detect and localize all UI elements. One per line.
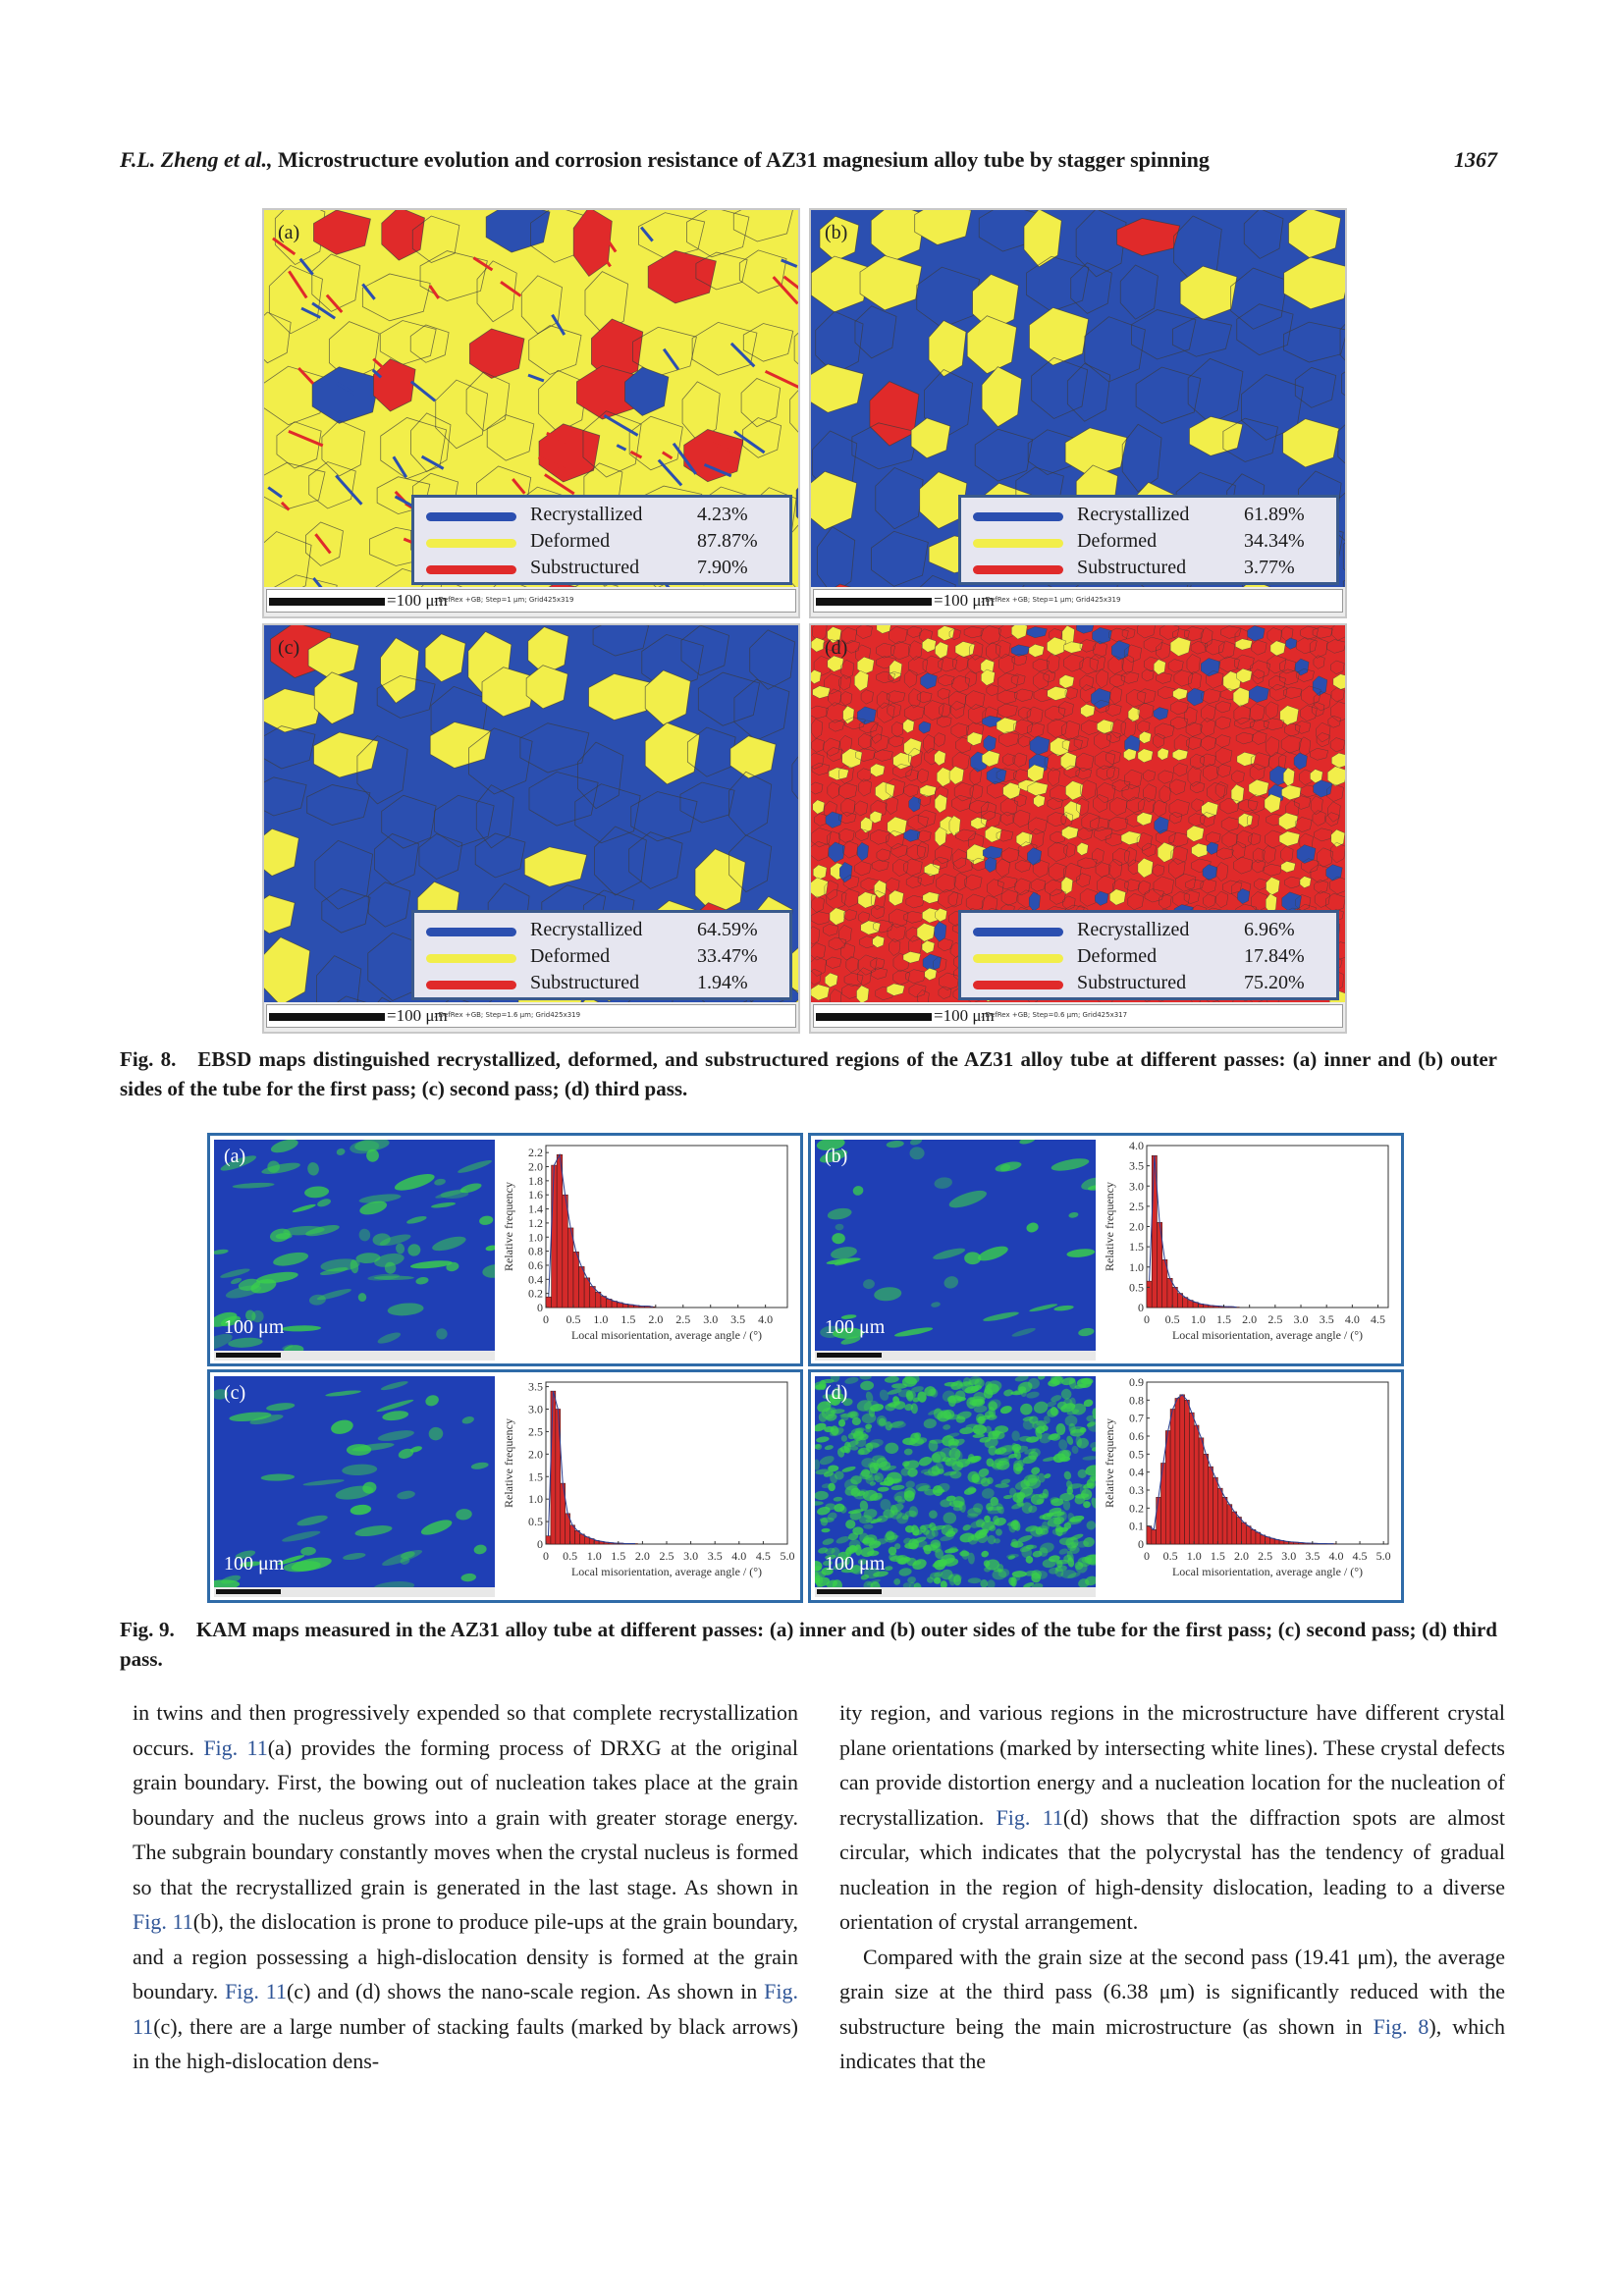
left-column (133, 1695, 798, 2079)
scale-bar-line (816, 1013, 932, 1021)
kam-map-image (815, 1140, 1096, 1361)
svg-text:1.0: 1.0 (528, 1492, 543, 1507)
scale-bar-label: =100 μm (387, 1006, 448, 1025)
scale-bar-meta: ; DefRex +GB; Step=1 μm; Grid425x319 (434, 596, 574, 604)
svg-text:0.5: 0.5 (1129, 1447, 1144, 1462)
scale-bar (813, 589, 1343, 613)
panel-label: (a) (278, 222, 300, 243)
svg-text:0: 0 (1144, 1312, 1150, 1326)
svg-text:0.2: 0.2 (1129, 1501, 1144, 1516)
scale-bar-label: 100 μm (825, 1553, 886, 1575)
svg-text:0: 0 (1138, 1537, 1144, 1551)
legend-box (411, 910, 792, 1000)
svg-text:4.5: 4.5 (755, 1549, 771, 1563)
svg-text:4.0: 4.0 (1129, 1139, 1144, 1152)
paragraph (839, 1940, 1505, 2079)
legend-label: Recrystallized (1077, 919, 1190, 940)
legend-label: Recrystallized (1077, 504, 1190, 525)
legend-swatch-substructured (426, 565, 516, 574)
panel-label: (b) (825, 222, 848, 243)
kam-histogram (497, 1136, 801, 1363)
legend-label: Recrystallized (530, 919, 643, 940)
legend-label: Recrystallized (530, 504, 643, 525)
figure-link[interactable]: Fig. 11 (133, 1979, 799, 2039)
svg-text:2.0: 2.0 (648, 1312, 664, 1326)
svg-text:0.5: 0.5 (566, 1312, 581, 1326)
svg-text:1.8: 1.8 (528, 1173, 543, 1188)
panel-label: (a) (224, 1146, 246, 1167)
legend-swatch-substructured (973, 565, 1063, 574)
svg-text:3.0: 3.0 (1293, 1312, 1309, 1326)
svg-text:0: 0 (537, 1301, 543, 1314)
svg-text:1.5: 1.5 (620, 1312, 636, 1326)
svg-text:Local misorientation, average: Local misorientation, average angle / (°) (1171, 1565, 1364, 1578)
svg-text:1.0: 1.0 (1186, 1549, 1202, 1563)
legend-row-substructured (961, 557, 1336, 584)
svg-text:2.0: 2.0 (528, 1447, 543, 1462)
legend-swatch-deformed (426, 539, 516, 548)
svg-text:0.2: 0.2 (528, 1286, 543, 1301)
svg-text:2.5: 2.5 (1258, 1549, 1273, 1563)
svg-text:1.0: 1.0 (593, 1312, 609, 1326)
svg-text:0.4: 0.4 (1129, 1465, 1144, 1479)
text-run: Compared with the grain size at the second pass (19.41 μm), the average grain size at the third pass (6.38 μm) is significantly reduced with the substructure being the main microstructure (as shown in (839, 1944, 1505, 2039)
svg-text:Local misorientation, average: Local misorientation, average angle / (°) (1171, 1328, 1364, 1342)
svg-text:1.6: 1.6 (528, 1188, 543, 1202)
panel-label: (b) (825, 1146, 848, 1167)
svg-text:4.5: 4.5 (1352, 1549, 1368, 1563)
svg-text:1.5: 1.5 (611, 1549, 626, 1563)
legend-row-recrystallized (414, 919, 789, 946)
legend-row-substructured (414, 972, 789, 999)
legend-label: Substructured (530, 557, 640, 578)
text-run: (c) and (d) shows the nano-scale region. As shown in (286, 1979, 765, 2003)
ebsd-panel-d (809, 623, 1347, 1034)
legend-label: Deformed (530, 530, 611, 552)
svg-text:Relative frequency: Relative frequency (502, 1182, 515, 1271)
kam-histogram (497, 1372, 801, 1600)
legend-percentage: 34.34% (1244, 530, 1305, 552)
svg-text:1.0: 1.0 (528, 1230, 543, 1245)
scale-bar-line (216, 1353, 281, 1358)
svg-text:1.2: 1.2 (528, 1215, 543, 1230)
legend-swatch-deformed (426, 954, 516, 963)
svg-text:0.3: 0.3 (1129, 1483, 1144, 1497)
legend-percentage: 33.47% (697, 945, 758, 967)
svg-text:2.0: 2.0 (1233, 1549, 1249, 1563)
svg-text:3.0: 3.0 (1129, 1179, 1144, 1194)
kam-panel-a (207, 1133, 803, 1366)
scale-bar-line (817, 1353, 882, 1358)
svg-text:Relative frequency: Relative frequency (502, 1418, 515, 1508)
figure-8-caption-text: EBSD maps distinguished recrystallized, deformed, and substructured regions of the AZ31 alloy tube at different passes: (a) inner and (b) outer sides of the tube for the first pass; (c) second pass; (d) third pass. (120, 1047, 1497, 1100)
legend-percentage: 6.96% (1244, 919, 1295, 940)
text-run: ity region, and various regions in the microstructure have different crystal plane orientations (marked by intersecting white lines). These crystal defects can provide distortion energy and a nucleation location for the nucleation of recrystallization. (839, 1700, 1505, 1830)
scale-bar-line (269, 1013, 385, 1021)
scale-bar (266, 1004, 796, 1028)
svg-text:0.9: 0.9 (1129, 1375, 1144, 1389)
legend-row-recrystallized (961, 919, 1336, 946)
scale-bar-meta: ; DefRex +GB; Step=1.6 μm; Grid425x319 (434, 1011, 581, 1019)
svg-text:2.5: 2.5 (1129, 1199, 1144, 1213)
svg-text:2.5: 2.5 (528, 1424, 543, 1439)
scale-bar-meta: ; DefRex +GB; Step=0.6 μm; Grid425x317 (981, 1011, 1128, 1019)
svg-text:Local misorientation, average: Local misorientation, average angle / (°) (570, 1328, 763, 1342)
panel-label: (c) (278, 637, 300, 659)
panel-label: (c) (224, 1382, 246, 1404)
legend-row-deformed (961, 530, 1336, 558)
svg-text:2.2: 2.2 (528, 1146, 543, 1160)
svg-text:0.5: 0.5 (1162, 1549, 1178, 1563)
kam-map-image (214, 1376, 495, 1597)
paragraph (839, 1695, 1505, 1940)
scale-bar (214, 1351, 495, 1361)
svg-text:0: 0 (1144, 1549, 1150, 1563)
legend-label: Substructured (530, 972, 640, 993)
svg-text:3.5: 3.5 (1129, 1158, 1144, 1173)
legend-swatch-recrystallized (426, 928, 516, 936)
legend-box (958, 910, 1339, 1000)
legend-label: Substructured (1077, 557, 1187, 578)
legend-label: Deformed (1077, 530, 1158, 552)
svg-text:3.5: 3.5 (730, 1312, 746, 1326)
ebsd-panel-b (809, 208, 1347, 618)
legend-percentage: 87.87% (697, 530, 758, 552)
svg-text:0.5: 0.5 (563, 1549, 578, 1563)
svg-text:3.5: 3.5 (528, 1379, 543, 1394)
legend-row-recrystallized (961, 504, 1336, 531)
text-run: (b), the dislocation is prone to produce pile-ups at the grain boundary, and a region possessing a high-dislocation density is formed at the grain boundary. (133, 1909, 798, 2003)
text-run: (d) shows that the diffraction spots are almost circular, which indicates that the polycrystal has the tendency of gradual nucleation in the region of high-density dislocation, leading to a diverse orientation of crystal arrangement. (839, 1804, 1505, 1934)
ebsd-panel-c (262, 623, 800, 1034)
svg-text:2.5: 2.5 (659, 1549, 674, 1563)
svg-text:Relative frequency: Relative frequency (1103, 1418, 1116, 1508)
legend-label: Substructured (1077, 972, 1187, 993)
text-run: (a) provides the forming process of DRXG at the original grain boundary. First, the bowing out of nucleation takes place at the grain boundary and the nucleus grows into a grain with greater storage energy. The subgrain boundary constantly moves when the crystal nucleus is formed so that the recrystallized grain is generated in the last stage. As shown in (133, 1735, 798, 1899)
svg-text:3.5: 3.5 (1305, 1549, 1321, 1563)
ebsd-panel-a (262, 208, 800, 618)
legend-percentage: 75.20% (1244, 972, 1305, 993)
svg-text:0: 0 (1138, 1301, 1144, 1314)
svg-text:0.6: 0.6 (528, 1257, 543, 1272)
legend-percentage: 3.77% (1244, 557, 1295, 578)
legend-percentage: 7.90% (697, 557, 748, 578)
svg-text:4.0: 4.0 (1344, 1312, 1360, 1326)
svg-text:5.0: 5.0 (1375, 1549, 1391, 1563)
svg-text:1.5: 1.5 (528, 1469, 543, 1484)
svg-text:0.5: 0.5 (1129, 1280, 1144, 1295)
text-run: in twins and then progressively expended so that complete recrystallization occurs. (133, 1700, 798, 1760)
figure-9-label: Fig. 9. (120, 1618, 175, 1641)
legend-swatch-recrystallized (973, 928, 1063, 936)
legend-swatch-substructured (973, 981, 1063, 989)
paragraph (133, 1695, 798, 2079)
legend-row-deformed (414, 530, 789, 558)
kam-histogram (1098, 1136, 1402, 1363)
text-run: (c), there are a large number of stacking faults (marked by black arrows) in the high-dislocation dens- (133, 2013, 798, 2073)
svg-text:3.0: 3.0 (703, 1312, 719, 1326)
kam-panel-d (808, 1369, 1404, 1603)
svg-text:2.0: 2.0 (528, 1159, 543, 1174)
scale-bar-label: 100 μm (224, 1553, 285, 1575)
svg-text:3.5: 3.5 (707, 1549, 723, 1563)
scale-bar-label: 100 μm (825, 1316, 886, 1338)
header-authors: F.L. Zheng et al., (120, 147, 273, 172)
svg-text:2.0: 2.0 (1242, 1312, 1258, 1326)
scale-bar (214, 1587, 495, 1597)
svg-text:5.0: 5.0 (780, 1549, 795, 1563)
scale-bar (266, 589, 796, 613)
svg-text:1.4: 1.4 (528, 1201, 543, 1216)
svg-text:4.5: 4.5 (1371, 1312, 1386, 1326)
svg-text:1.5: 1.5 (1210, 1549, 1225, 1563)
svg-text:Relative frequency: Relative frequency (1103, 1182, 1116, 1271)
svg-text:0.8: 0.8 (528, 1244, 543, 1258)
scale-bar-meta: ; DefRex +GB; Step=1 μm; Grid425x319 (981, 596, 1121, 604)
scale-bar-line (269, 598, 385, 606)
svg-text:0: 0 (543, 1312, 549, 1326)
figure-link[interactable]: Fig. 11 (225, 1979, 287, 2003)
right-column (839, 1695, 1505, 2079)
svg-text:Local misorientation, average: Local misorientation, average angle / (°) (570, 1565, 763, 1578)
svg-text:1.5: 1.5 (1216, 1312, 1232, 1326)
panel-label: (d) (825, 637, 848, 659)
svg-text:1.0: 1.0 (1129, 1259, 1144, 1274)
scale-bar-label: =100 μm (934, 1006, 995, 1025)
legend-row-substructured (961, 972, 1336, 999)
svg-text:2.0: 2.0 (1129, 1219, 1144, 1234)
scale-bar-line (216, 1589, 281, 1594)
figure-link[interactable]: Fig. 8 (1373, 2013, 1429, 2039)
svg-text:0.7: 0.7 (1129, 1411, 1144, 1425)
kam-histogram (1098, 1372, 1402, 1600)
legend-swatch-deformed (973, 954, 1063, 963)
figure-9-caption (120, 1615, 1497, 1674)
legend-percentage: 1.94% (697, 972, 748, 993)
kam-panel-c (207, 1369, 803, 1603)
text-run: ), which indicates that the (839, 2013, 1505, 2073)
scale-bar-label: =100 μm (934, 591, 995, 610)
scale-bar-line (816, 598, 932, 606)
legend-row-substructured (414, 557, 789, 584)
svg-text:2.0: 2.0 (634, 1549, 650, 1563)
svg-text:3.5: 3.5 (1319, 1312, 1334, 1326)
kam-panel-b (808, 1133, 1404, 1366)
legend-row-recrystallized (414, 504, 789, 531)
svg-text:4.0: 4.0 (731, 1549, 747, 1563)
svg-text:3.0: 3.0 (683, 1549, 699, 1563)
legend-percentage: 17.84% (1244, 945, 1305, 967)
legend-swatch-substructured (426, 981, 516, 989)
svg-text:0: 0 (543, 1549, 549, 1563)
figure-8-label: Fig. 8. (120, 1047, 177, 1071)
svg-text:2.5: 2.5 (675, 1312, 691, 1326)
svg-text:0: 0 (537, 1537, 543, 1551)
scale-bar (815, 1587, 1096, 1597)
scale-bar-label: 100 μm (224, 1316, 285, 1338)
legend-box (958, 495, 1339, 585)
header-title: Microstructure evolution and corrosion resistance of AZ31 magnesium alloy tube by stagger spinning (277, 147, 1210, 172)
legend-label: Deformed (1077, 945, 1158, 967)
svg-text:2.5: 2.5 (1267, 1312, 1283, 1326)
svg-text:0.5: 0.5 (1164, 1312, 1180, 1326)
svg-text:3.0: 3.0 (1281, 1549, 1297, 1563)
figure-8-caption (120, 1044, 1497, 1103)
legend-percentage: 61.89% (1244, 504, 1305, 525)
legend-swatch-recrystallized (426, 512, 516, 521)
legend-percentage: 64.59% (697, 919, 758, 940)
scale-bar (813, 1004, 1343, 1028)
svg-text:1.5: 1.5 (1129, 1240, 1144, 1255)
svg-text:4.0: 4.0 (758, 1312, 774, 1326)
legend-box (411, 495, 792, 585)
figure-link[interactable]: Fig. 11 (133, 1909, 193, 1934)
scale-bar (815, 1351, 1096, 1361)
svg-text:0.6: 0.6 (1129, 1429, 1144, 1443)
svg-text:0.1: 0.1 (1129, 1519, 1144, 1533)
scale-bar-line (817, 1589, 882, 1594)
svg-text:4.0: 4.0 (1328, 1549, 1344, 1563)
legend-swatch-deformed (973, 539, 1063, 548)
scale-bar-label: =100 μm (387, 591, 448, 610)
legend-row-deformed (961, 945, 1336, 973)
kam-map-image (815, 1376, 1096, 1597)
panel-label: (d) (825, 1382, 848, 1404)
kam-map-image (214, 1140, 495, 1361)
legend-percentage: 4.23% (697, 504, 748, 525)
svg-text:1.0: 1.0 (1190, 1312, 1206, 1326)
legend-row-deformed (414, 945, 789, 973)
svg-text:0.4: 0.4 (528, 1272, 543, 1287)
page-number: 1367 (1454, 147, 1497, 172)
legend-swatch-recrystallized (973, 512, 1063, 521)
figure-9-caption-text: KAM maps measured in the AZ31 alloy tube at different passes: (a) inner and (b) outer sides of the tube for the first pass; (c) second pass; (d) third pass. (120, 1618, 1497, 1671)
svg-text:3.0: 3.0 (528, 1402, 543, 1416)
figure-link[interactable]: Fig. 11 (203, 1735, 268, 1760)
svg-text:0.8: 0.8 (1129, 1393, 1144, 1408)
legend-label: Deformed (530, 945, 611, 967)
svg-text:1.0: 1.0 (586, 1549, 602, 1563)
running-head (120, 147, 1497, 177)
svg-text:0.5: 0.5 (528, 1515, 543, 1529)
figure-link[interactable]: Fig. 11 (996, 1804, 1063, 1830)
